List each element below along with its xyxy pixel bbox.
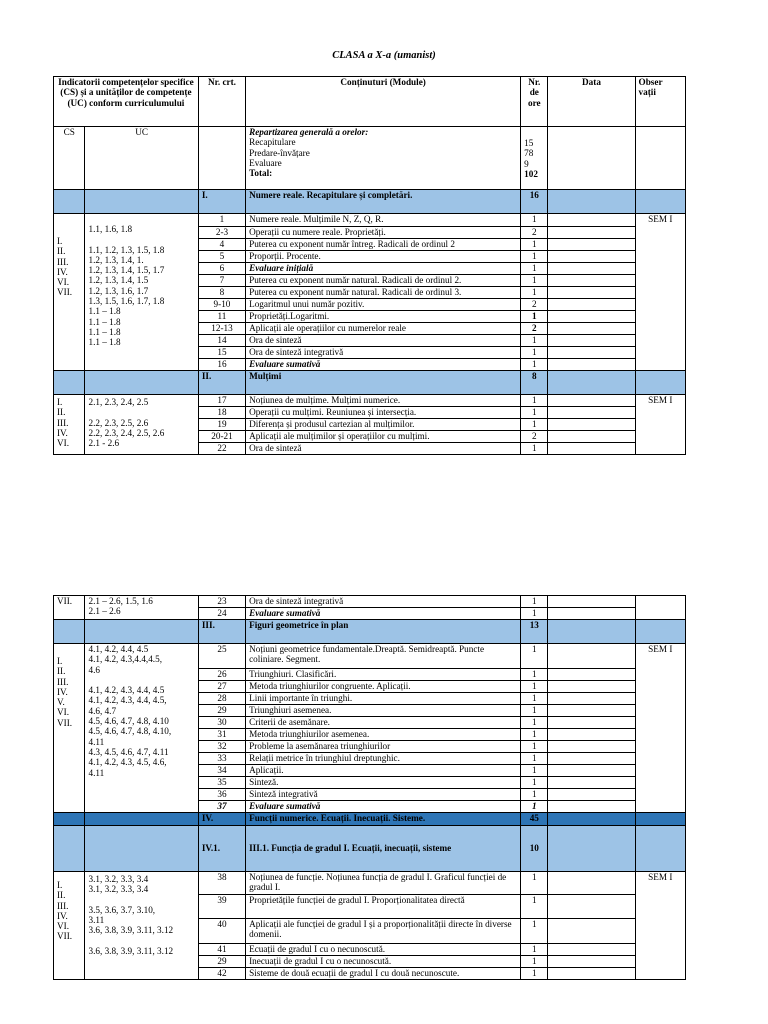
table-row <box>54 644 686 669</box>
row-content: Logaritmul unui număr pozitiv. <box>246 299 521 311</box>
row-content: Proprietățile funcției de gradul I. Proporționalitatea directă <box>246 895 521 919</box>
cs-item: V. <box>57 697 65 708</box>
row-hours: 1 <box>521 944 548 956</box>
row-number: 38 <box>198 872 245 895</box>
row-hours: 1 <box>521 741 548 753</box>
repartizare-label: Recapitulare <box>249 137 296 148</box>
row-content: Evaluare sumativă <box>246 359 521 371</box>
row-hours: 1 <box>521 214 548 227</box>
cs-item: VI. <box>57 277 69 288</box>
row-number: 35 <box>198 777 245 789</box>
row-number: 42 <box>198 968 245 980</box>
row-number: 5 <box>198 251 245 263</box>
row-number: 29 <box>198 705 245 717</box>
row-hours: 1 <box>521 275 548 287</box>
row-date <box>548 443 635 455</box>
section-4-1-number: IV.1. <box>198 826 245 872</box>
uc-list <box>85 395 198 455</box>
row-date <box>548 753 635 765</box>
uc-item: 1.2, 1.3, 1.4, 1.5 <box>88 275 149 286</box>
row-content: Evaluare sumativă <box>246 801 521 813</box>
row-number: 39 <box>198 895 245 919</box>
row-number: 9-10 <box>198 299 245 311</box>
repartizare-label: Evaluare <box>249 157 282 168</box>
row-date <box>548 395 635 407</box>
uc-item: 1.1 – 1.8 <box>88 316 121 327</box>
uc-item: 4.6 <box>88 664 100 675</box>
row-number: 20-21 <box>198 431 245 443</box>
row-number: 23 <box>198 596 245 608</box>
row-date <box>548 801 635 813</box>
cs-item: IV. <box>57 910 68 921</box>
row-date <box>548 705 635 717</box>
row-hours: 1 <box>521 239 548 251</box>
row-content: Ora de sinteză <box>246 335 521 347</box>
row-content: Metoda triunghiurilor congruente. Aplicații. <box>246 681 521 693</box>
row-date <box>548 777 635 789</box>
row-number: 28 <box>198 693 245 705</box>
row-hours: 1 <box>521 919 548 944</box>
row-content: Ora de sinteză integrativă <box>246 596 521 608</box>
row-content: Ora de sinteză <box>246 443 521 455</box>
uc-item: 1.2, 1.3, 1.4, 1. <box>88 254 144 265</box>
table-row <box>54 596 686 608</box>
row-hours: 1 <box>521 717 548 729</box>
row-number: 24 <box>198 608 245 620</box>
row-date <box>548 299 635 311</box>
uc-list <box>85 872 198 980</box>
cs-item: I. <box>57 880 63 890</box>
section-4-1-title: III.1. Funcția de gradul I. Ecuații, inecuații, sisteme <box>246 826 521 872</box>
row-date <box>548 608 635 620</box>
uc-item: 4.1, 4.2, 4.3,4.4,4.5, <box>88 654 162 665</box>
row-hours: 1 <box>521 801 548 813</box>
row-content: Ecuații de gradul I cu o necunoscută. <box>246 944 521 956</box>
uc-item: 4.11 <box>88 736 105 747</box>
row-content: Relații metrice în triunghiul dreptunghic. <box>246 753 521 765</box>
row-hours: 1 <box>521 263 548 275</box>
row-content: Criterii de asemănare. <box>246 717 521 729</box>
uc-item <box>88 234 194 244</box>
section-1-number: I. <box>198 190 245 214</box>
row-number: 36 <box>198 789 245 801</box>
repartizare-value: 15 <box>524 138 534 148</box>
uc-item: 4.5, 4.6, 4.7, 4.8, 4.10, <box>88 726 172 737</box>
cs-item: III. <box>57 256 69 267</box>
row-content: Triunghiuri. Clasificări. <box>246 669 521 681</box>
row-number: 17 <box>198 395 245 407</box>
observatii-cell: SEM I <box>635 214 685 371</box>
header-data: Data <box>548 77 635 127</box>
row-content: Diferența și produsul cartezian al mulțimilor. <box>246 419 521 431</box>
uc-item: 2.2, 2.3, 2.5, 2.6 <box>88 417 149 428</box>
row-content: Numere reale. Mulțimile N, Z, Q, R. <box>246 214 521 227</box>
row-date <box>548 729 635 741</box>
repartizare-value: 102 <box>524 168 538 179</box>
table-row <box>54 872 686 895</box>
row-date <box>548 347 635 359</box>
row-date <box>548 323 635 335</box>
row-number: 27 <box>198 681 245 693</box>
section-3-title: Figuri geometrice în plan <box>246 620 521 644</box>
row-hours: 1 <box>521 777 548 789</box>
row-content: Noțiunea de mulțime. Mulțimi numerice. <box>246 395 521 407</box>
row-date <box>548 335 635 347</box>
row-number: 34 <box>198 765 245 777</box>
row-number: 33 <box>198 753 245 765</box>
row-number: 6 <box>198 263 245 275</box>
row-date <box>548 717 635 729</box>
cs-item: III. <box>57 417 69 428</box>
repartizare-label: Total: <box>249 168 273 179</box>
row-date <box>548 596 635 608</box>
uc-item: 1.1 – 1.8 <box>88 337 121 348</box>
repartizare-label: Predare-învățare <box>249 147 310 158</box>
section-4-1-hours: 10 <box>521 826 548 872</box>
section-1-title: Numere reale. Recapitulare și completări. <box>246 190 521 214</box>
uc-item: 4.1, 4.2, 4.3, 4.4, 4.5 <box>88 685 165 696</box>
row-date <box>548 263 635 275</box>
repartizare-value: 9 <box>524 158 529 169</box>
uc-item: 2.1 – 2.6, 1.5, 1.6 <box>88 596 153 606</box>
row-number: 11 <box>198 311 245 323</box>
row-content: Metoda triunghiurilor asemenea. <box>246 729 521 741</box>
row-date <box>548 956 635 968</box>
cs-item: VII. <box>57 717 73 728</box>
section-4-number: IV. <box>198 813 245 826</box>
row-number: 8 <box>198 287 245 299</box>
header-continuturi: Conținuturi (Module) <box>246 77 521 127</box>
row-hours: 1 <box>521 311 548 323</box>
row-hours: 1 <box>521 596 548 608</box>
row-hours: 1 <box>521 872 548 895</box>
row-hours: 2 <box>521 323 548 335</box>
observatii-cell <box>635 596 685 620</box>
uc-item: 4.1, 4.2, 4.3, 4.4, 4.5, <box>88 695 167 706</box>
uc-item: 4.1, 4.2, 4.3, 4.5, 4.6, <box>88 757 167 768</box>
row-number: 31 <box>198 729 245 741</box>
row-content: Puterea cu exponent număr natural. Radicali de ordinul 3. <box>246 287 521 299</box>
row-content: Linii importante în triunghi. <box>246 693 521 705</box>
row-hours: 1 <box>521 407 548 419</box>
row-number: 7 <box>198 275 245 287</box>
uc-item: 4.6, 4.7 <box>88 705 117 716</box>
row-content: Triunghiuri asemenea. <box>246 705 521 717</box>
header-uc: UC <box>85 127 198 190</box>
cs-item: IV. <box>57 686 68 697</box>
row-date <box>548 968 635 980</box>
cs-item: VII. <box>57 931 73 942</box>
row-hours: 2 <box>521 431 548 443</box>
uc-item: 1.3, 1.5, 1.6, 1.7, 1.8 <box>88 296 165 307</box>
table-row <box>54 214 686 227</box>
section-2-title: Mulțimi <box>246 371 521 395</box>
cs-item: IV. <box>57 427 68 438</box>
row-date <box>548 359 635 371</box>
row-hours: 1 <box>521 419 548 431</box>
row-hours: 1 <box>521 359 548 371</box>
row-number: 41 <box>198 944 245 956</box>
row-date <box>548 741 635 753</box>
uc-item: 2.1 - 2.6 <box>88 438 120 449</box>
row-hours: 2 <box>521 299 548 311</box>
row-hours: 1 <box>521 956 548 968</box>
row-content: Aplicații. <box>246 765 521 777</box>
cs-item: II. <box>57 666 66 677</box>
page-title: CLASA a X-a (umanist) <box>332 50 436 61</box>
uc-item: 3.11 <box>88 915 105 926</box>
uc-item: 1.1 – 1.8 <box>88 306 121 317</box>
uc-item <box>88 675 194 685</box>
cs-item: I. <box>57 656 63 666</box>
table-row <box>54 395 686 407</box>
row-content: Probleme la asemănarea triunghiurilor <box>246 741 521 753</box>
row-hours: 1 <box>521 251 548 263</box>
uc-item <box>88 407 194 417</box>
row-content: Operații cu numere reale. Proprietăți. <box>246 227 521 239</box>
observatii-cell: SEM I <box>635 644 685 813</box>
uc-item: 1.2, 1.3, 1.4, 1.5, 1.7 <box>88 265 165 276</box>
row-number: 1 <box>198 214 245 227</box>
row-content: Inecuații de gradul I cu o necunoscută. <box>246 956 521 968</box>
row-hours: 1 <box>521 443 548 455</box>
row-number: 18 <box>198 407 245 419</box>
row-content: Puterea cu exponent număr natural. Radicali de ordinul 2. <box>246 275 521 287</box>
row-hours: 1 <box>521 789 548 801</box>
cs-item: VI. <box>57 707 69 718</box>
row-content: Aplicații ale operațiilor cu numerelor reale <box>246 323 521 335</box>
row-date <box>548 895 635 919</box>
section-1-hours: 16 <box>521 190 548 214</box>
cs-item: I. <box>57 236 63 246</box>
row-number: 22 <box>198 443 245 455</box>
uc-item <box>88 895 194 905</box>
section-2-hours: 8 <box>521 371 548 395</box>
cs-item: II. <box>57 246 66 257</box>
uc-item: 3.1, 3.2, 3.3, 3.4 <box>88 874 149 884</box>
row-number: 4 <box>198 239 245 251</box>
row-hours: 1 <box>521 335 548 347</box>
cs-item: II. <box>57 890 66 901</box>
row-date <box>548 251 635 263</box>
row-date <box>548 227 635 239</box>
header-indicatori: Indicatorii competențelor specifice (CS) și a unităților de competențe (UC) conform curriculumului <box>54 77 199 127</box>
cs-list <box>54 644 85 813</box>
uc-item: 4.5, 4.6, 4.7, 4.8, 4.10 <box>88 716 169 727</box>
row-content: Sinteză integrativă <box>246 789 521 801</box>
uc-list <box>85 596 198 620</box>
row-number: 25 <box>198 644 245 669</box>
row-date <box>548 765 635 777</box>
row-date <box>548 919 635 944</box>
uc-item: 4.1, 4.2, 4.4, 4.5 <box>88 644 149 654</box>
row-date <box>548 693 635 705</box>
uc-item: 3.6, 3.8, 3.9, 3.11, 3.12 <box>88 946 174 957</box>
row-date <box>548 431 635 443</box>
row-content: Ora de sinteză integrativă <box>246 347 521 359</box>
section-4-hours: 45 <box>521 813 548 826</box>
row-content: Evaluare inițială <box>246 263 521 275</box>
uc-item: 1.2, 1.3, 1.6, 1.7 <box>88 285 149 296</box>
row-number: 14 <box>198 335 245 347</box>
uc-item: 3.1, 3.2, 3.3, 3.4 <box>88 884 149 895</box>
row-hours: 1 <box>521 347 548 359</box>
repartizare-value: 78 <box>524 148 534 159</box>
uc-item: 3.5, 3.6, 3.7, 3.10, <box>88 904 156 915</box>
curriculum-table-page-1 <box>53 76 686 455</box>
uc-item: 1.1, 1.2, 1.3, 1.5, 1.8 <box>88 244 165 255</box>
repartizare-block <box>246 127 521 190</box>
row-hours: 1 <box>521 765 548 777</box>
row-date <box>548 275 635 287</box>
row-content: Sisteme de două ecuații de gradul I cu două necunoscute. <box>246 968 521 980</box>
observatii-cell: SEM I <box>635 872 685 980</box>
uc-item: 2.1, 2.3, 2.4, 2.5 <box>88 397 149 407</box>
cs-list <box>54 872 85 980</box>
uc-item: 4.11 <box>88 767 105 778</box>
row-hours: 1 <box>521 729 548 741</box>
row-date <box>548 419 635 431</box>
cs-list <box>54 395 85 455</box>
row-number: 15 <box>198 347 245 359</box>
row-date <box>548 669 635 681</box>
cs-item: VI. <box>57 921 69 932</box>
row-hours: 1 <box>521 669 548 681</box>
section-3-hours: 13 <box>521 620 548 644</box>
row-number: 37 <box>198 801 245 813</box>
uc-list <box>85 644 198 813</box>
row-hours: 1 <box>521 644 548 669</box>
row-number: 16 <box>198 359 245 371</box>
row-hours: 2 <box>521 227 548 239</box>
cs-item: III. <box>57 676 69 687</box>
row-date <box>548 287 635 299</box>
section-3-number: III. <box>198 620 245 644</box>
cs-item: III. <box>57 900 69 911</box>
row-content: Aplicații ale funcției de gradul I și a proporționalității directe în diverse domenii. <box>246 919 521 944</box>
cs-item: VII. <box>57 287 73 298</box>
row-number: 30 <box>198 717 245 729</box>
uc-item: 2.2, 2.3, 2.4, 2.5, 2.6 <box>88 427 165 438</box>
row-date <box>548 239 635 251</box>
uc-list <box>85 214 198 371</box>
row-date <box>548 644 635 669</box>
row-hours: 1 <box>521 681 548 693</box>
row-hours: 1 <box>521 968 548 980</box>
uc-item: 3.6, 3.8, 3.9, 3.11, 3.12 <box>88 925 174 936</box>
row-number: 26 <box>198 669 245 681</box>
uc-item: 1.1 – 1.8 <box>88 326 121 337</box>
header-nr-ore: Nr. de ore <box>521 77 548 127</box>
cs-item: I. <box>57 397 63 407</box>
row-number: 40 <box>198 919 245 944</box>
row-date <box>548 944 635 956</box>
row-content: Proporții. Procente. <box>246 251 521 263</box>
row-date <box>548 214 635 227</box>
row-date <box>548 872 635 895</box>
row-hours: 1 <box>521 753 548 765</box>
row-date <box>548 311 635 323</box>
repartizare-title: Repartizarea generală a orelor: <box>249 127 369 137</box>
uc-item: 1.1, 1.6, 1.8 <box>88 224 133 234</box>
uc-item: 4.3, 4.5, 4.6, 4.7, 4.11 <box>88 746 169 757</box>
observatii-cell: SEM I <box>635 395 685 455</box>
section-2-number: II. <box>198 371 245 395</box>
cs-item: II. <box>57 407 66 418</box>
row-number: 12-13 <box>198 323 245 335</box>
cs-list: VII. <box>54 596 85 620</box>
row-number: 32 <box>198 741 245 753</box>
curriculum-table-page-2 <box>53 595 686 980</box>
row-content: Puterea cu exponent număr întreg. Radicali de ordinul 2 <box>246 239 521 251</box>
row-content: Sinteză. <box>246 777 521 789</box>
row-hours: 1 <box>521 395 548 407</box>
uc-item <box>88 936 194 946</box>
row-hours: 1 <box>521 287 548 299</box>
row-content: Aplicații ale mulțimilor și operațiilor cu mulțimi. <box>246 431 521 443</box>
row-hours: 1 <box>521 693 548 705</box>
row-date <box>548 789 635 801</box>
row-content: Noțiuni geometrice fundamentale.Dreaptă. Semidreaptă. Puncte coliniare. Segment. <box>246 644 521 669</box>
header-observatii: Obser vații <box>635 77 685 127</box>
header-cs: CS <box>54 127 85 190</box>
row-number: 19 <box>198 419 245 431</box>
row-number: 29 <box>198 956 245 968</box>
section-4-title: Funcții numerice. Ecuații. Inecuații. Sisteme. <box>246 813 521 826</box>
row-date <box>548 681 635 693</box>
cs-item: IV. <box>57 266 68 277</box>
row-hours: 1 <box>521 705 548 717</box>
row-content: Evaluare sumativă <box>246 608 521 620</box>
row-content: Proprietăți.Logaritmi. <box>246 311 521 323</box>
cs-item: VI. <box>57 438 69 449</box>
header-nr-crt: Nr. crt. <box>198 77 245 127</box>
row-content: Noțiunea de funcție. Noțiunea funcția de gradul I. Graficul funcției de gradul I. <box>246 872 521 895</box>
uc-item: 2.1 – 2.6 <box>88 606 121 617</box>
row-date <box>548 407 635 419</box>
cs-list <box>54 214 85 371</box>
row-content: Operații cu mulțimi. Reuniunea și intersecția. <box>246 407 521 419</box>
row-number: 2-3 <box>198 227 245 239</box>
row-hours: 1 <box>521 895 548 919</box>
row-hours: 1 <box>521 608 548 620</box>
